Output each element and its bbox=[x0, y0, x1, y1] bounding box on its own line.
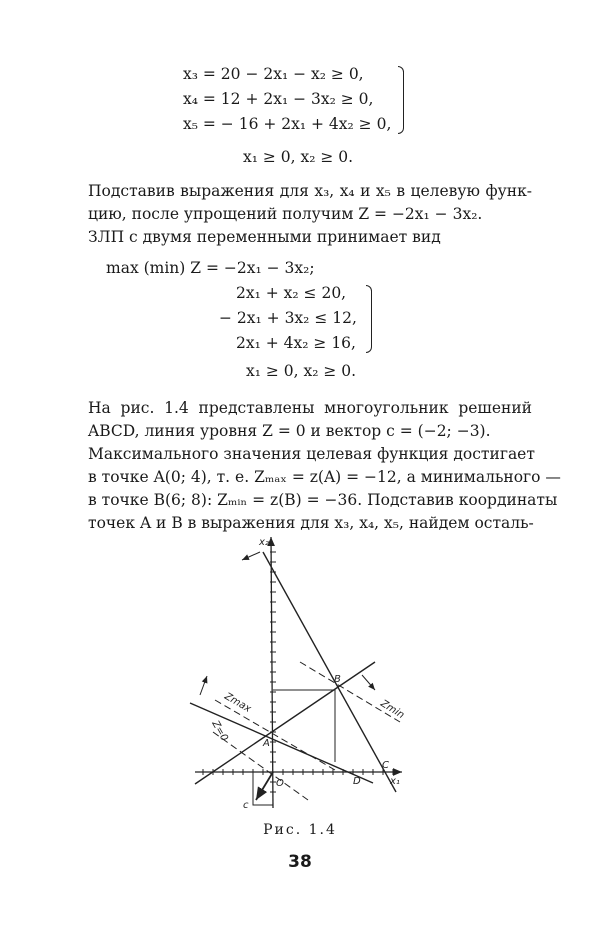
nonnegativity-2: x₁ ≥ 0, x₂ ≥ 0. bbox=[246, 362, 357, 380]
constraint-3: 2x₁ + 4x₂ ≥ 16, bbox=[236, 334, 356, 352]
projection-B bbox=[273, 690, 335, 762]
dashed-zmin bbox=[300, 662, 400, 722]
label-B: B bbox=[334, 674, 341, 685]
paragraph-line: ЗЛП с двумя переменными принимает вид bbox=[88, 228, 441, 246]
figure-caption: Рис. 1.4 bbox=[263, 822, 337, 838]
vector-c bbox=[256, 772, 273, 800]
nonnegativity-1: x₁ ≥ 0, x₂ ≥ 0. bbox=[243, 148, 354, 166]
label-c: c bbox=[243, 800, 249, 811]
label-x2: x₂ bbox=[259, 537, 269, 548]
constraint-1: 2x₁ + x₂ ≤ 20, bbox=[236, 284, 347, 302]
label-zmax: Zmax bbox=[222, 691, 253, 715]
label-zmin: Zmin bbox=[378, 698, 407, 722]
constraint-2: − 2x₁ + 3x₂ ≤ 12, bbox=[219, 309, 357, 327]
paragraph-line: На рис. 1.4 представлены многоугольник решений bbox=[88, 399, 532, 417]
label-A: A bbox=[263, 738, 270, 749]
paragraph-line: в точке B(6; 8): Zₘᵢₙ = z(B) = −36. Подставив координаты bbox=[88, 491, 558, 509]
paragraph-line: ABCD, линия уровня Z = 0 и вектор c = (−2; −3). bbox=[88, 422, 491, 440]
axis-ticks bbox=[203, 552, 393, 792]
paragraph-line: Максимального значения целевая функция достигает bbox=[88, 445, 535, 463]
paragraph-line: в точке A(0; 4), т. е. Zₘₐₓ = z(A) = −12, а минимального — bbox=[88, 468, 561, 486]
paragraph-line: цию, после упрощений получим Z = −2x₁ − 3x₂. bbox=[88, 205, 483, 223]
constraint-x3: x₃ = 20 − 2x₁ − x₂ ≥ 0, bbox=[183, 65, 364, 83]
constraint-x4: x₄ = 12 + 2x₁ − 3x₂ ≥ 0, bbox=[183, 90, 374, 108]
page-number: 38 bbox=[288, 852, 312, 872]
label-x1: x₁ bbox=[390, 776, 400, 787]
objective-function: max (min) Z = −2x₁ − 3x₂; bbox=[106, 259, 315, 277]
arrow-constraint-3 bbox=[200, 676, 207, 695]
line-constraint-1 bbox=[263, 552, 396, 792]
constraint-x5: x₅ = − 16 + 2x₁ + 4x₂ ≥ 0, bbox=[183, 115, 392, 133]
label-C: C bbox=[382, 760, 389, 771]
line-constraint-3 bbox=[190, 703, 373, 783]
arrow-zmin bbox=[362, 675, 375, 690]
label-z0: Z=0 bbox=[209, 719, 230, 744]
paragraph-line: Подставив выражения для x₃, x₄ и x₅ в целевую функ- bbox=[88, 182, 532, 200]
arrow-constraint-1 bbox=[242, 552, 260, 560]
label-O: O bbox=[276, 778, 284, 789]
paragraph-line: точек A и B в выражения для x₃, x₄, x₅, найдем осталь- bbox=[88, 514, 534, 532]
dashed-z0 bbox=[213, 732, 308, 800]
label-D: D bbox=[353, 776, 361, 787]
dashed-zmax bbox=[215, 700, 335, 770]
